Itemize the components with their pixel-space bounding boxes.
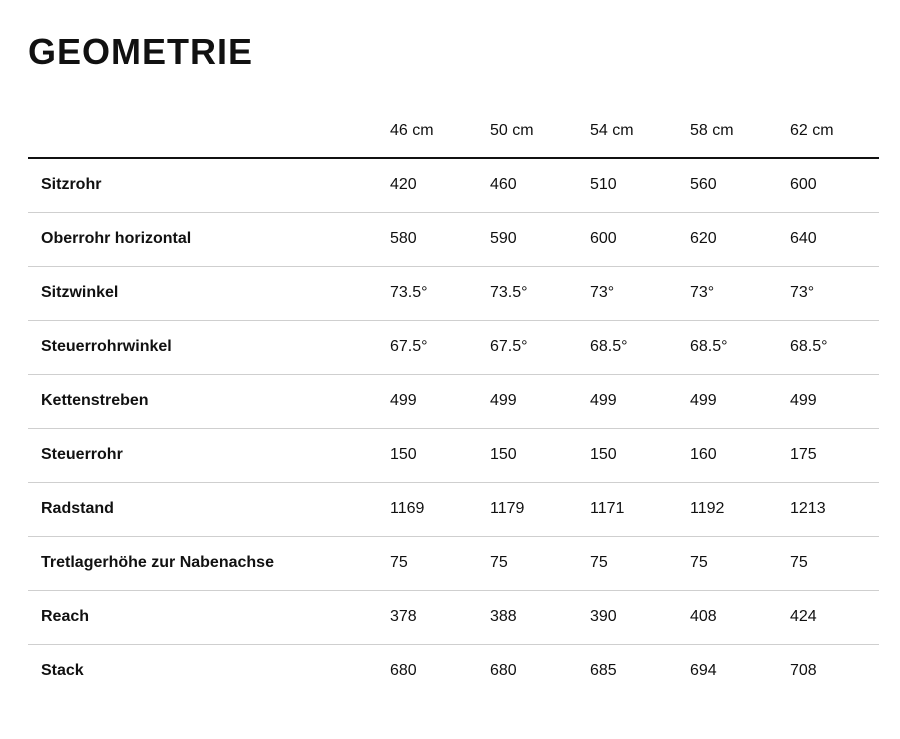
table-cell: 73.5° [390, 266, 490, 320]
table-cell: 68.5° [590, 320, 690, 374]
table-cell: 408 [690, 590, 790, 644]
table-cell: 600 [790, 158, 879, 212]
table-row [28, 212, 879, 266]
table-cell: 708 [790, 662, 817, 680]
row-label: Reach [28, 590, 390, 644]
table-row [28, 590, 879, 644]
table-cell: 150 [390, 428, 490, 482]
row-label: Kettenstreben [28, 374, 390, 428]
table-cell: 694 [690, 662, 717, 680]
table-cell: 75 [590, 536, 690, 590]
table-cell: 680 [390, 662, 417, 680]
table-cell: 1213 [790, 482, 879, 536]
table-cell: 499 [790, 374, 879, 428]
table-row [28, 266, 879, 320]
table-cell: 388 [490, 590, 590, 644]
table-cell: 68.5° [790, 320, 879, 374]
table-cell: 68.5° [690, 320, 790, 374]
page-title: GEOMETRIE [28, 31, 254, 72]
table-cell: 390 [590, 590, 690, 644]
row-label: Radstand [28, 482, 390, 536]
table-row [28, 158, 879, 212]
table-cell: 1171 [590, 482, 690, 536]
table-cell: 73° [690, 266, 790, 320]
table-cell: 499 [690, 374, 790, 428]
table-row [28, 374, 879, 428]
table-cell: 75 [790, 536, 879, 590]
row-label: Steuerrohrwinkel [28, 320, 390, 374]
table-row [28, 320, 879, 374]
geometry-table [28, 104, 879, 698]
table-cell: 499 [490, 374, 590, 428]
table-cell: 499 [590, 374, 690, 428]
table-cell: 620 [690, 212, 790, 266]
table-cell: 175 [790, 428, 879, 482]
table-cell: 420 [390, 158, 490, 212]
table-cell: 685 [590, 662, 617, 680]
table-cell: 150 [490, 428, 590, 482]
table-cell: 73° [790, 266, 879, 320]
table-cell: 150 [590, 428, 690, 482]
table-cell: 75 [690, 536, 790, 590]
table-cell: 1179 [490, 482, 590, 536]
table-body [28, 158, 879, 698]
column-header: 62 cm [790, 104, 879, 158]
table-cell: 560 [690, 158, 790, 212]
table-cell: 510 [590, 158, 690, 212]
column-header: 54 cm [590, 104, 690, 158]
row-label: Tretlagerhöhe zur Nabenachse [28, 536, 390, 590]
row-label: Steuerrohr [28, 428, 390, 482]
table-cell: 75 [390, 536, 490, 590]
table-cell: 680 [490, 662, 517, 680]
table-cell: 590 [490, 212, 590, 266]
header-label-cell [28, 104, 390, 158]
table-cell: 640 [790, 212, 879, 266]
row-label: Oberrohr horizontal [28, 212, 390, 266]
row-label: Stack [41, 662, 84, 680]
table-cell: 73.5° [490, 266, 590, 320]
table-cell: 499 [390, 374, 490, 428]
table-cell: 75 [490, 536, 590, 590]
column-header: 50 cm [490, 104, 590, 158]
table-row [28, 644, 879, 698]
table-cell: 1169 [390, 482, 490, 536]
table-cell: 600 [590, 212, 690, 266]
row-label: Sitzrohr [28, 158, 390, 212]
table-cell: 424 [790, 590, 879, 644]
table-row [28, 536, 879, 590]
table-cell: 1192 [690, 482, 790, 536]
table-cell: 73° [590, 266, 690, 320]
table-cell: 460 [490, 158, 590, 212]
table-cell: 67.5° [490, 320, 590, 374]
table-row [28, 482, 879, 536]
column-header: 46 cm [390, 104, 490, 158]
table-cell: 580 [390, 212, 490, 266]
table-cell: 67.5° [390, 320, 490, 374]
row-label: Sitzwinkel [28, 266, 390, 320]
table-row [28, 428, 879, 482]
header-row [28, 104, 879, 158]
table-cell: 378 [390, 590, 490, 644]
table-cell: 160 [690, 428, 790, 482]
column-header: 58 cm [690, 104, 790, 158]
